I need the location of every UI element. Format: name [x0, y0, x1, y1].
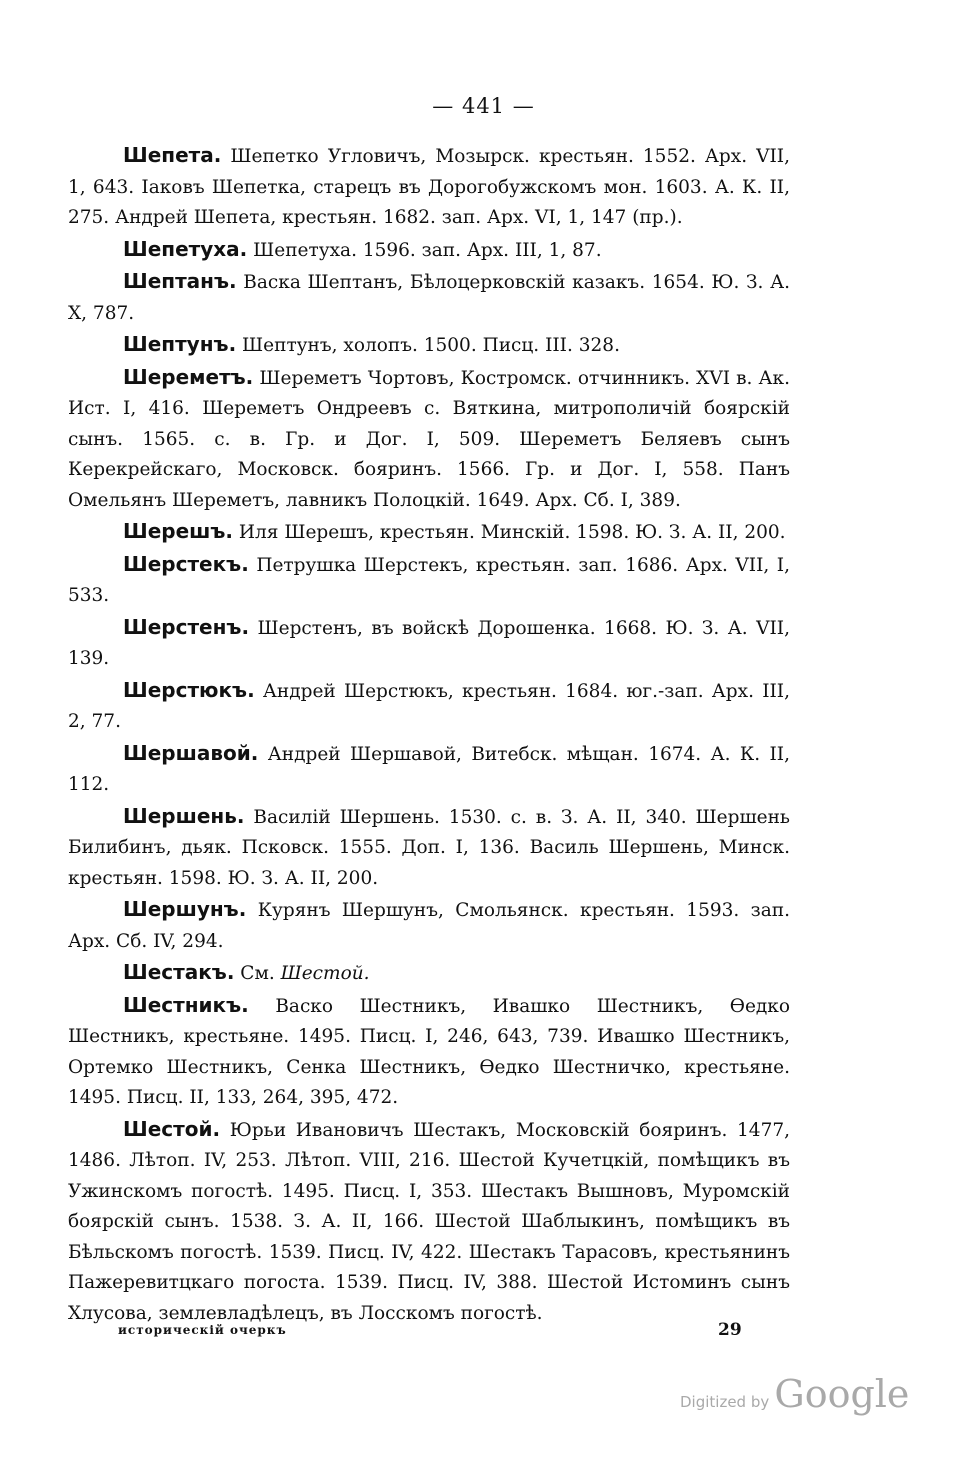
entry-headword: Шершунъ.	[123, 897, 247, 921]
entry-text: Курянъ Шершунъ, Смольянск. крестьян. 1593. зап. Арх. Сб. IV, 294.	[68, 900, 790, 952]
entry-sheresh	[68, 516, 790, 549]
entry-text: Петрушка Шерстекъ, крестьян. зап. 1686. Арх. VII, I, 533.	[68, 554, 790, 606]
google-logo: Google	[774, 1372, 910, 1416]
entry-headword: Шерешъ.	[123, 519, 234, 543]
entry-headword: Шестакъ.	[123, 960, 235, 984]
entry-text: Шереметъ Чортовъ, Костромск. отчинникъ. XVI в. Ак. Ист. I, 416. Шереметъ Ондреевъ с. Вяткина, митрополичій боярскій сынъ. 1565. с. в. Гр. и Дог. I, 509. Шереметъ Беляевъ сынъ Керекрейскаго, Московск. бояринъ. 1566. Гр. и Дог. I, 558. Панъ Омельянъ Шереметъ, лавникъ Полоцкій. 1649. Арх. Сб. I, 389.	[68, 367, 790, 511]
entry-text: Юрьи Ивановичъ Шестакъ, Московскій бояринъ. 1477, 1486. Лѣтоп. IV, 253. Лѣтоп. VIII, 216. Шестой Кучетцкій, помѣщикъ въ Ужинскомъ погостѣ. 1495. Писц. I, 353. Шестакъ Вышновъ, Муромскій боярскій сынъ. 1538. З. А. II, 166. Шестой Шаблыкинъ, помѣщикъ въ Бѣльскомъ погостѣ. 1539. Писц. IV, 422. Шестакъ Тарасовъ, крестьянинъ Пажеревитцкаго погоста. 1539. Писц. IV, 388. Шестой Истоминъ сынъ Хлусова, землевладѣлецъ, въ Лосскомъ погостѣ.	[68, 1119, 790, 1324]
signature-mark: историческій очеркъ	[118, 1323, 287, 1337]
digitized-prefix: Digitized by	[680, 1393, 770, 1411]
entry-sheremet	[68, 362, 790, 517]
entry-headword: Шептунъ.	[123, 332, 237, 356]
entry-headword: Шерстекъ.	[123, 551, 249, 576]
entry-headword: Шереметъ.	[123, 364, 254, 389]
entry-shestak	[68, 957, 790, 990]
cross-reference: Шестой.	[280, 963, 370, 984]
digitized-watermark	[680, 1372, 909, 1416]
entry-shepetukha	[68, 234, 790, 267]
entry-text: Андрей Шершавой, Витебск. мѣщан. 1674. А. К. II, 112.	[68, 743, 790, 795]
entry-text: См.	[234, 963, 281, 984]
entry-headword: Шерстюкъ.	[123, 677, 255, 702]
entry-headword: Шерстенъ.	[123, 614, 250, 639]
entry-text: Василій Шершень. 1530. с. в. З. А. II, 340. Шершень Билибинъ, дьяк. Псковск. 1555. Доп. I, 136. Василь Шершень, Минск. крестьян. 1598. Ю. З. А. II, 200.	[68, 806, 790, 889]
entry-text: Шерстенъ, въ войскѣ Дорошенка. 1668. Ю. З. А. VII, 139.	[68, 617, 790, 669]
entry-headword: Шепетуха.	[123, 236, 248, 261]
entry-sheptun	[68, 329, 790, 362]
entry-text: Васко Шестникъ, Ивашко Шестникъ, Ѳедко Шестникъ, крестьяне. 1495. Писц. I, 246, 643, 739. Ивашко Шестникъ, Ортемко Шестникъ, Сенка Шестникъ, Ѳедко Шестничко, крестьяне. 1495. Писц. II, 133, 264, 395, 472.	[68, 995, 790, 1108]
entry-headword: Шершавой.	[123, 740, 259, 765]
entry-shershavoy	[68, 738, 790, 801]
dictionary-entries	[68, 140, 790, 1329]
entry-text: Шепетуха. 1596. зап. Арх. III, 1, 87.	[247, 239, 602, 261]
entry-sherstek	[68, 549, 790, 612]
entry-sheptan	[68, 266, 790, 329]
sheet-number: 29	[718, 1320, 742, 1340]
entry-shersten	[68, 612, 790, 675]
entry-text: Шепетко Угловичъ, Мозырск. крестьян. 1552. Арх. VII, 1, 643. Іаковъ Шепетка, старецъ въ Дорогобужскомъ мон. 1603. А. К. II, 275. Андрей Шепета, крестьян. 1682. зап. Арх. VI, 1, 147 (пр.).	[68, 146, 790, 228]
entry-text: Васка Шептанъ, Бѣлоцерковскій казакъ. 1654. Ю. З. А. X, 787.	[68, 272, 790, 324]
entry-headword: Шептанъ.	[123, 269, 237, 293]
entry-shershun	[68, 894, 790, 957]
entry-shepeta	[68, 140, 790, 234]
entry-sherstyuk	[68, 675, 790, 738]
page-number: — 441 —	[432, 94, 535, 118]
entry-text: Иля Шерешъ, крестьян. Минскій. 1598. Ю. З. А. II, 200.	[233, 522, 786, 543]
entry-headword: Шестникъ.	[123, 992, 249, 1017]
entry-shestoy	[68, 1114, 790, 1330]
entry-shershen	[68, 801, 790, 895]
entry-headword: Шепета.	[123, 143, 222, 167]
entry-headword: Шершень.	[123, 803, 245, 828]
entry-text: Андрей Шерстюкъ, крестьян. 1684. юг.-зап. Арх. III, 2, 77.	[68, 680, 790, 732]
entry-headword: Шестой.	[123, 1116, 221, 1141]
entry-text: Шептунъ, холопъ. 1500. Писц. III. 328.	[236, 335, 620, 356]
entry-shestnik	[68, 990, 790, 1114]
